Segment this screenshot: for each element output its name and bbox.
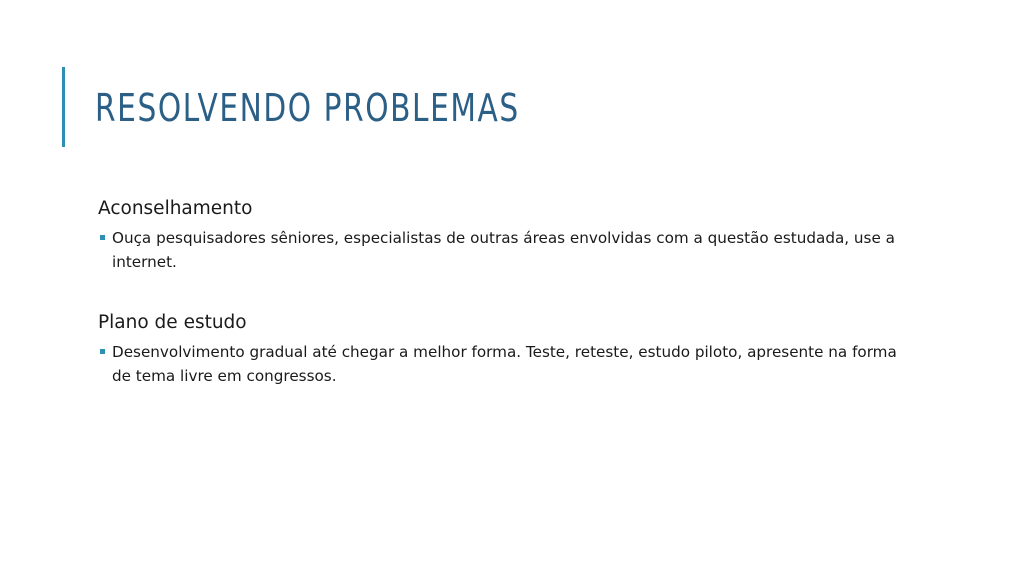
title-accent-bar — [62, 67, 65, 147]
section-heading: Aconselhamento — [98, 198, 253, 219]
section-heading: Plano de estudo — [98, 312, 247, 333]
slide-content — [98, 197, 918, 388]
section-aconselhamento — [98, 197, 918, 274]
section-plano-de-estudo — [98, 311, 918, 388]
square-bullet-icon — [100, 235, 105, 240]
bullet-text: Ouça pesquisadores sêniores, especialistas de outras áreas envolvidas com a questão estudada, use a internet. — [112, 229, 895, 271]
slide-title: RESOLVENDO PROBLEMAS — [95, 86, 520, 130]
bullet-item — [98, 227, 918, 274]
bullet-text: Desenvolvimento gradual até chegar a melhor forma. Teste, reteste, estudo piloto, apresente na forma de tema livre em congressos. — [112, 343, 897, 385]
square-bullet-icon — [100, 349, 105, 354]
bullet-item — [98, 341, 918, 388]
